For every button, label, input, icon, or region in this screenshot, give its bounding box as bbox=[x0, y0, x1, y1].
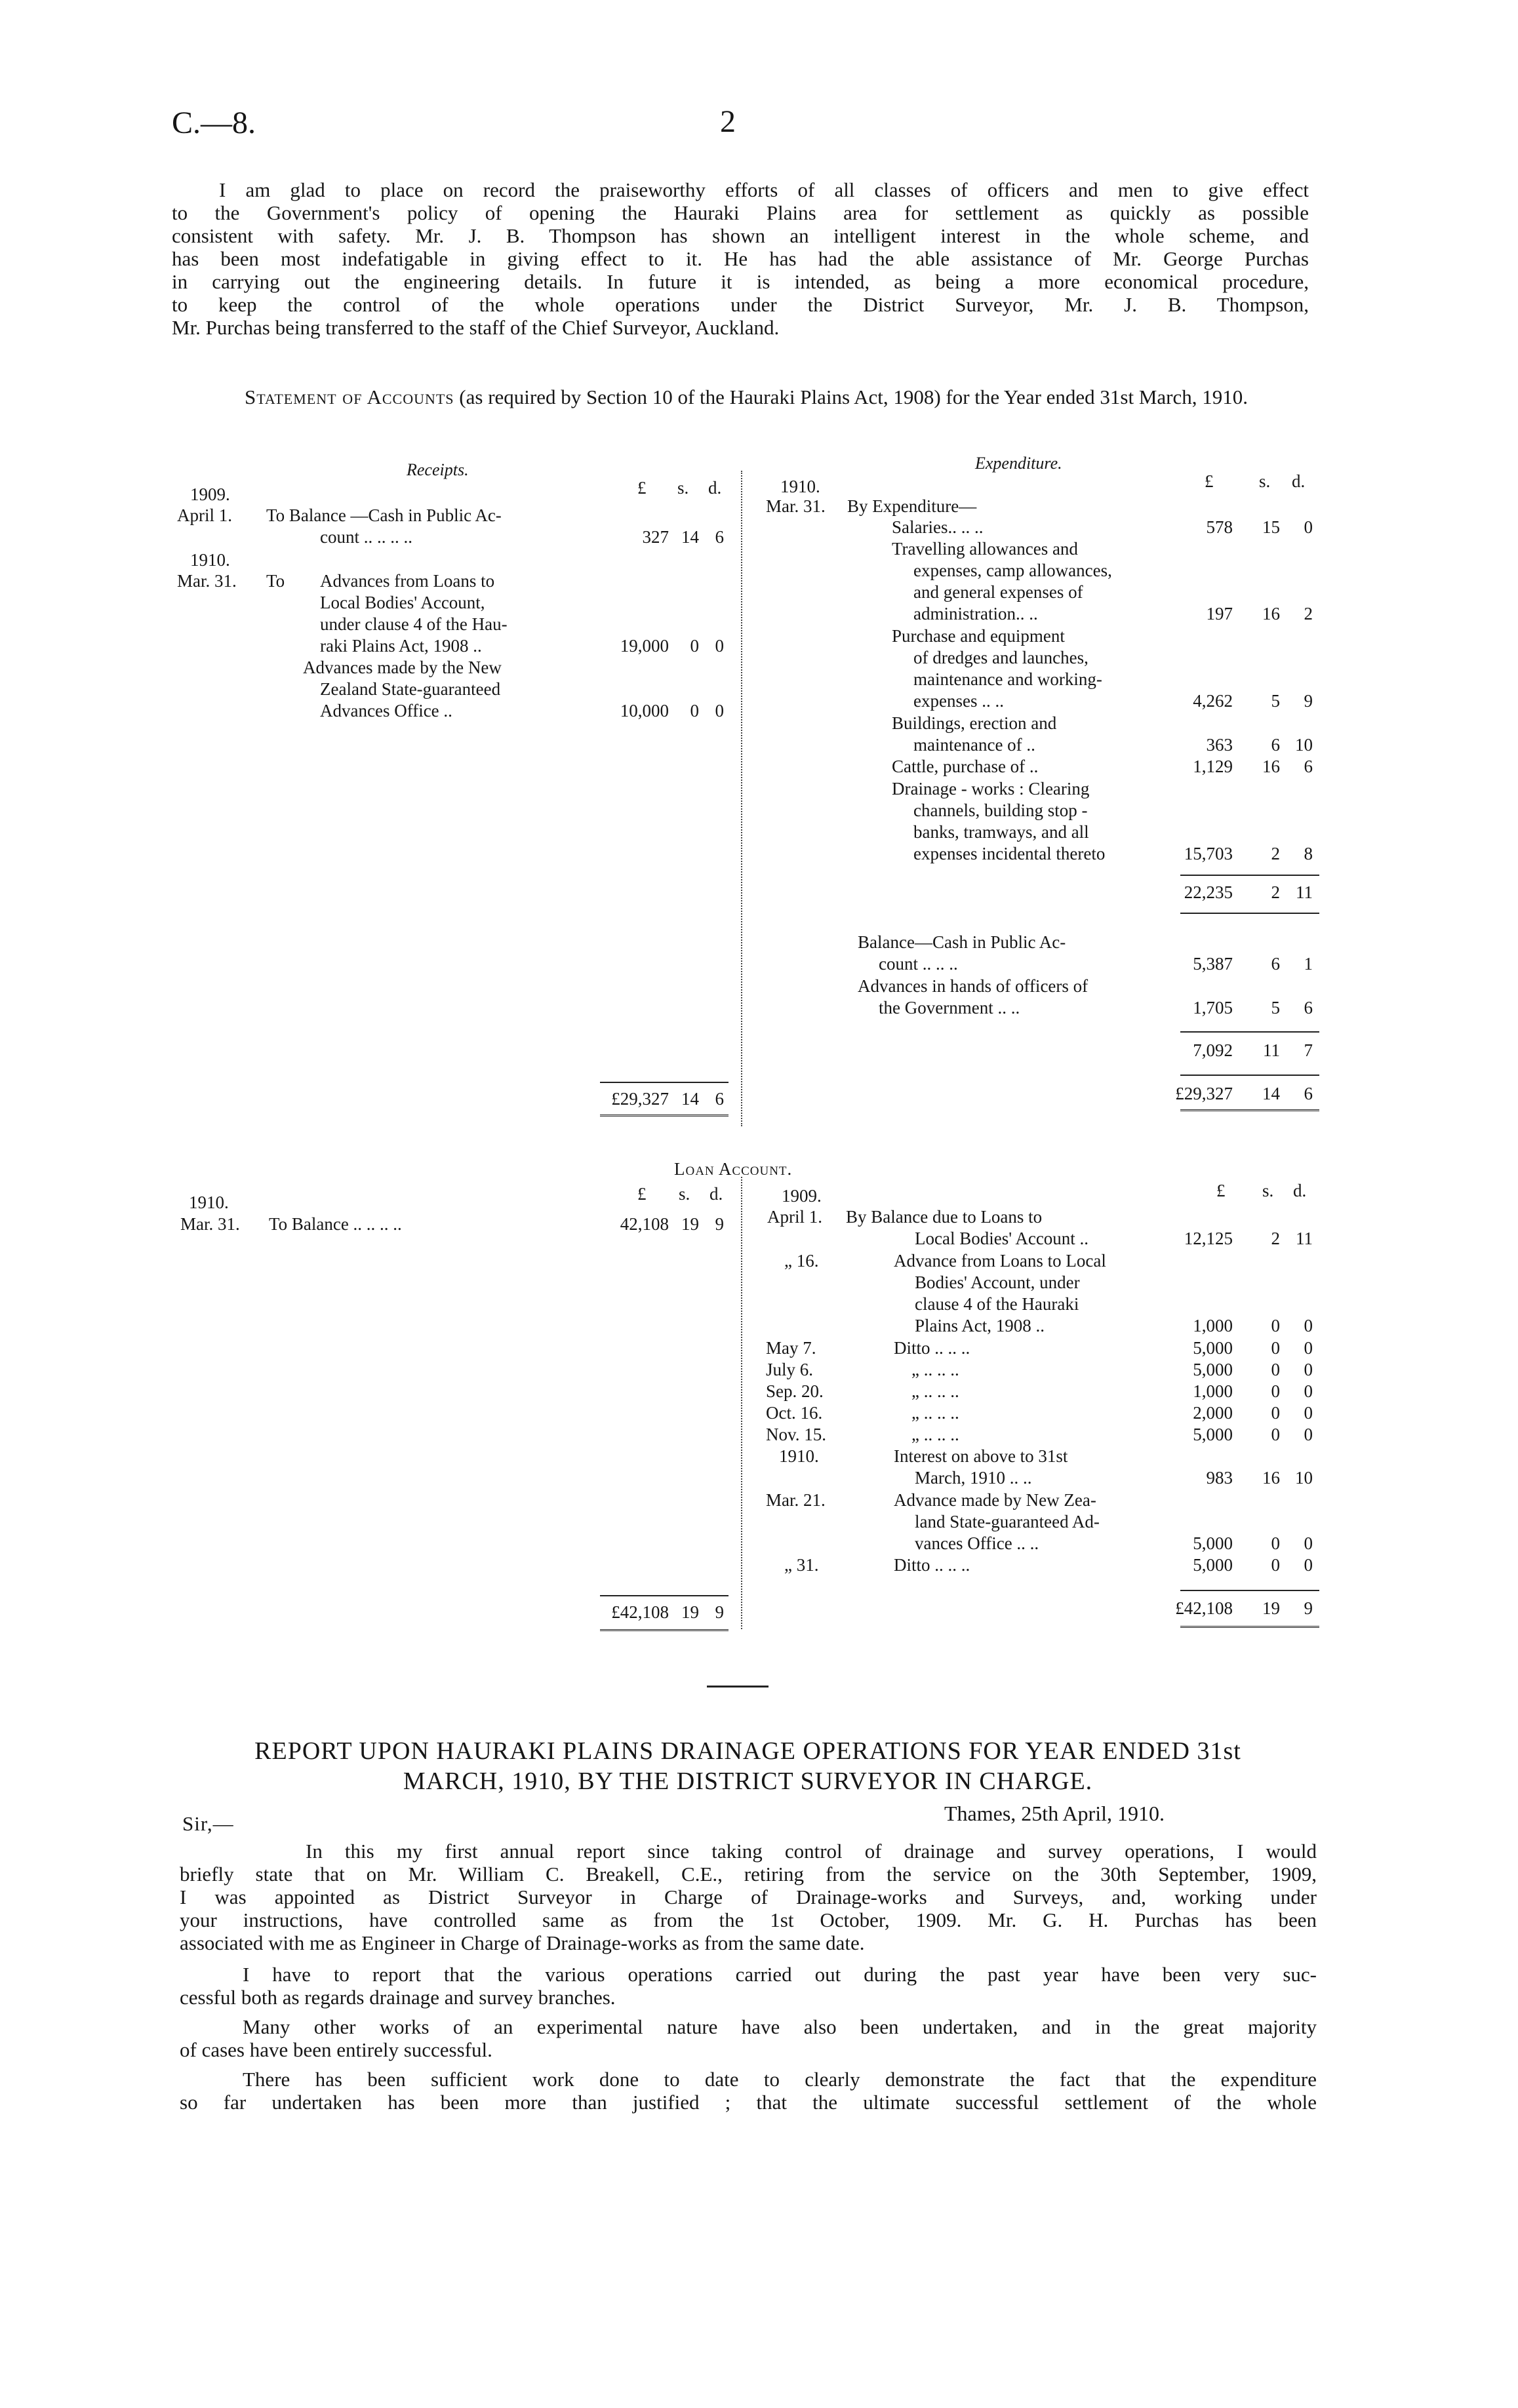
loan-right-date: July 6. bbox=[766, 1360, 814, 1379]
loan-right-date: Nov. 15. bbox=[766, 1425, 826, 1444]
loan-right-amount: 0 bbox=[1271, 1425, 1280, 1444]
col-pounds: £ bbox=[1205, 471, 1214, 491]
loan-right-amount: 1,000 bbox=[1193, 1381, 1233, 1401]
receipts-date: April 1. bbox=[177, 505, 232, 525]
col-shillings: s. bbox=[1259, 471, 1271, 491]
expenditure-text: Travelling allowances and bbox=[892, 539, 1078, 559]
loan-right-text: Plains Act, 1908 .. bbox=[915, 1316, 1045, 1335]
intro-line: to keep the control of the whole operations under the District Surveyor, Mr. J. B. Thompson, bbox=[172, 293, 1309, 316]
expenditure-amount: 2 bbox=[1304, 604, 1313, 623]
statement-title-caps: Statement of Accounts bbox=[244, 385, 454, 408]
expenditure-amount: 578 bbox=[1206, 517, 1233, 537]
expenditure-text: Buildings, erection and bbox=[892, 713, 1057, 733]
loan-right-amount: 0 bbox=[1271, 1533, 1280, 1553]
expenditure-amount: 6 bbox=[1304, 998, 1313, 1017]
loan-right-total: 19 bbox=[1262, 1598, 1280, 1618]
intro-line: has been most indefatigable in giving effect to it. He has had the able assistance of Mr. George Purchas bbox=[172, 247, 1309, 270]
expenditure-subtotal: 22,235 bbox=[1184, 882, 1233, 902]
expenditure-amount: 9 bbox=[1304, 691, 1313, 711]
loan-right-amount: 0 bbox=[1304, 1338, 1313, 1358]
loan-right-amount: 12,125 bbox=[1184, 1229, 1233, 1248]
expenditure-date: Mar. 31. bbox=[766, 496, 826, 516]
receipts-year-1910: 1910. bbox=[190, 550, 230, 570]
loan-left-total: £42,108 bbox=[611, 1602, 669, 1622]
loan-right-amount: 0 bbox=[1304, 1360, 1313, 1379]
col-shillings: s. bbox=[679, 1184, 690, 1204]
page-identifier: C.—8. bbox=[172, 106, 256, 140]
receipts-text: To bbox=[266, 571, 285, 591]
loan-right-text: „ .. .. .. bbox=[911, 1381, 959, 1401]
receipts-total: 6 bbox=[715, 1089, 724, 1109]
expenditure-amount: 363 bbox=[1206, 735, 1233, 755]
total-rule bbox=[600, 1595, 729, 1596]
expenditure-text: channels, building stop - bbox=[913, 800, 1088, 820]
section-separator bbox=[707, 1686, 769, 1688]
loan-right-text: March, 1910 .. .. bbox=[915, 1468, 1032, 1488]
report-line: Many other works of an experimental nature have also been undertaken, and in the great majority bbox=[243, 2015, 1317, 2038]
expenditure-subtotal: 7,092 bbox=[1193, 1040, 1233, 1060]
report-paragraph bbox=[180, 2015, 1317, 2061]
report-paragraph bbox=[180, 1840, 1317, 1954]
expenditure-amount: 8 bbox=[1304, 844, 1313, 863]
report-line: cessful both as regards drainage and survey branches. bbox=[180, 1986, 616, 2009]
col-pounds: £ bbox=[637, 1184, 647, 1204]
total-rule bbox=[600, 1082, 729, 1083]
expenditure-text: of dredges and launches, bbox=[913, 648, 1089, 667]
loan-right-date: April 1. bbox=[767, 1207, 822, 1227]
loan-right-text: clause 4 of the Hauraki bbox=[915, 1294, 1079, 1314]
report-line: so far undertaken has been more than justified ; that the ultimate successful settlement of the whole bbox=[180, 2091, 1317, 2114]
report-line: There has been sufficient work done to date to clearly demonstrate the fact that the expenditure bbox=[243, 2068, 1317, 2091]
expenditure-text: banks, tramways, and all bbox=[913, 822, 1089, 842]
subtotal-rule bbox=[1180, 913, 1319, 914]
loan-right-amount: 2,000 bbox=[1193, 1403, 1233, 1423]
loan-right-amount: 0 bbox=[1304, 1555, 1313, 1575]
expenditure-amount: 197 bbox=[1206, 604, 1233, 623]
loan-right-amount: 5,000 bbox=[1193, 1360, 1233, 1379]
loan-right-date: Oct. 16. bbox=[766, 1403, 823, 1423]
loan-right-text: „ .. .. .. bbox=[911, 1425, 959, 1444]
expenditure-amount: 1 bbox=[1304, 954, 1313, 974]
receipts-heading: Receipts. bbox=[407, 460, 469, 479]
col-pence: d. bbox=[1292, 471, 1306, 491]
expenditure-amount: 1,705 bbox=[1193, 998, 1233, 1017]
loan-right-amount: 5,000 bbox=[1193, 1555, 1233, 1575]
receipts-amount: 0 bbox=[715, 701, 724, 720]
loan-right-date: May 7. bbox=[766, 1338, 816, 1358]
expenditure-amount: 4,262 bbox=[1193, 691, 1233, 711]
expenditure-amount: 15 bbox=[1262, 517, 1280, 537]
loan-right-amount: 0 bbox=[1304, 1403, 1313, 1423]
loan-right-date: „ 31. bbox=[784, 1555, 819, 1575]
expenditure-amount: 5 bbox=[1271, 998, 1280, 1017]
expenditure-total: 6 bbox=[1304, 1084, 1313, 1103]
loan-left-total: 19 bbox=[681, 1602, 699, 1622]
expenditure-amount: 0 bbox=[1304, 517, 1313, 537]
loan-right-amount: 10 bbox=[1295, 1468, 1313, 1488]
loan-right-total: 9 bbox=[1304, 1598, 1313, 1618]
expenditure-amount: 6 bbox=[1271, 954, 1280, 974]
receipts-text: Advances from Loans to bbox=[320, 571, 495, 591]
loan-right-amount: 0 bbox=[1271, 1381, 1280, 1401]
loan-right-text: vances Office .. .. bbox=[915, 1533, 1039, 1553]
report-line: I have to report that the various operations carried out during the past year have been very suc- bbox=[243, 1963, 1317, 1986]
salutation: Sir,— bbox=[182, 1812, 234, 1835]
loan-right-text: „ .. .. .. bbox=[911, 1360, 959, 1379]
loan-right-amount: 11 bbox=[1296, 1229, 1313, 1248]
loan-right-text: Interest on above to 31st bbox=[894, 1446, 1068, 1466]
receipts-amount: 0 bbox=[690, 636, 699, 656]
double-rule bbox=[1180, 1626, 1319, 1632]
loan-right-amount: 0 bbox=[1271, 1555, 1280, 1575]
loan-right-amount: 983 bbox=[1206, 1468, 1233, 1488]
col-shillings: s. bbox=[1262, 1181, 1274, 1200]
loan-left-total: 9 bbox=[715, 1602, 724, 1622]
expenditure-text: and general expenses of bbox=[913, 582, 1083, 602]
report-title bbox=[182, 1736, 1313, 1796]
expenditure-amount: 10 bbox=[1295, 735, 1313, 755]
receipts-amount: 19,000 bbox=[620, 636, 669, 656]
expenditure-text: By Expenditure— bbox=[847, 496, 977, 516]
expenditure-amount: 5 bbox=[1271, 691, 1280, 711]
col-pence: d. bbox=[708, 478, 722, 498]
double-rule bbox=[600, 1629, 729, 1635]
expenditure-heading: Expenditure. bbox=[975, 454, 1062, 473]
loan-right-text: Ditto .. .. .. bbox=[894, 1338, 970, 1358]
expenditure-text: Balance—Cash in Public Ac- bbox=[858, 932, 1066, 952]
receipts-text: Advances Office .. bbox=[320, 701, 452, 720]
loan-right-text: Advance made by New Zea- bbox=[894, 1490, 1096, 1510]
receipts-text: count .. .. .. .. bbox=[320, 527, 412, 547]
report-paragraph bbox=[180, 1963, 1317, 2009]
receipts-amount: 10,000 bbox=[620, 701, 669, 720]
loan-right-amount: 2 bbox=[1271, 1229, 1280, 1248]
loan-right-amount: 0 bbox=[1271, 1360, 1280, 1379]
expenditure-amount: 1,129 bbox=[1193, 757, 1233, 776]
expenditure-amount: 6 bbox=[1304, 757, 1313, 776]
expenditure-subtotal: 11 bbox=[1296, 882, 1313, 902]
loan-right-date: Sep. 20. bbox=[766, 1381, 824, 1401]
expenditure-text: Salaries.. .. .. bbox=[892, 517, 984, 537]
expenditure-amount: 15,703 bbox=[1184, 844, 1233, 863]
expenditure-text: Drainage - works : Clearing bbox=[892, 779, 1090, 799]
receipts-amount: 327 bbox=[642, 527, 669, 547]
loan-right-text: land State-guaranteed Ad- bbox=[915, 1512, 1100, 1531]
loan-right-amount: 5,000 bbox=[1193, 1533, 1233, 1553]
loan-left-year: 1910. bbox=[189, 1193, 229, 1212]
expenditure-text: expenses .. .. bbox=[913, 691, 1004, 711]
expenditure-text: maintenance of .. bbox=[913, 735, 1035, 755]
report-line: In this my first annual report since taking control of drainage and survey operations, I would bbox=[306, 1840, 1317, 1863]
loan-right-text: By Balance due to Loans to bbox=[846, 1207, 1043, 1227]
receipts-total: £29,327 bbox=[611, 1089, 669, 1109]
loan-right-amount: 0 bbox=[1304, 1316, 1313, 1335]
loan-right-text: „ .. .. .. bbox=[911, 1403, 959, 1423]
statement-title bbox=[177, 385, 1315, 409]
loan-right-total: £42,108 bbox=[1175, 1598, 1233, 1618]
intro-line: in carrying out the engineering details. In future it is intended, as being a more economical procedure, bbox=[172, 270, 1309, 293]
loan-right-amount: 16 bbox=[1262, 1468, 1280, 1488]
loan-right-year: 1909. bbox=[782, 1186, 822, 1206]
expenditure-text: count .. .. .. bbox=[879, 954, 958, 974]
loan-right-text: Local Bodies' Account .. bbox=[915, 1229, 1089, 1248]
loan-left-amount: 9 bbox=[715, 1214, 724, 1234]
expenditure-total: 14 bbox=[1262, 1084, 1280, 1103]
intro-paragraph bbox=[172, 178, 1309, 339]
receipts-amount: 14 bbox=[681, 527, 699, 547]
total-rule bbox=[1180, 1590, 1319, 1591]
loan-left-amount: 19 bbox=[681, 1214, 699, 1234]
expenditure-text: Purchase and equipment bbox=[892, 626, 1065, 646]
loan-right-amount: 0 bbox=[1304, 1533, 1313, 1553]
loan-left-amount: 42,108 bbox=[620, 1214, 669, 1234]
statement-title-rest: (as required by Section 10 of the Hauraki Plains Act, 1908) for the Year ended 31st March, 1910. bbox=[459, 385, 1248, 408]
page-number: 2 bbox=[720, 104, 736, 139]
loan-right-year-1910: 1910. bbox=[779, 1446, 819, 1466]
loan-right-text: Bodies' Account, under bbox=[915, 1273, 1080, 1292]
receipts-date: Mar. 31. bbox=[177, 571, 237, 591]
expenditure-amount: 5,387 bbox=[1193, 954, 1233, 974]
double-rule bbox=[1180, 1109, 1319, 1115]
expenditure-subtotal: 7 bbox=[1304, 1040, 1313, 1060]
expenditure-subtotal: 11 bbox=[1263, 1040, 1280, 1060]
receipts-total: 14 bbox=[681, 1089, 699, 1109]
receipts-amount: 0 bbox=[715, 636, 724, 656]
col-pounds: £ bbox=[637, 478, 647, 498]
loan-right-amount: 0 bbox=[1304, 1381, 1313, 1401]
col-pounds: £ bbox=[1216, 1181, 1226, 1200]
col-pence: d. bbox=[1293, 1181, 1307, 1200]
expenditure-subtotal: 2 bbox=[1271, 882, 1280, 902]
loan-right-amount: 5,000 bbox=[1193, 1338, 1233, 1358]
loan-right-date: „ 16. bbox=[784, 1251, 819, 1271]
loan-right-date: Mar. 21. bbox=[766, 1490, 826, 1510]
report-line: briefly state that on Mr. William C. Breakell, C.E., retiring from the service on the 30th September, 1909, bbox=[180, 1863, 1317, 1885]
loan-right-amount: 0 bbox=[1271, 1316, 1280, 1335]
total-rule bbox=[1180, 1075, 1319, 1076]
receipts-text: Advances made by the New bbox=[303, 658, 502, 677]
report-line: of cases have been entirely successful. bbox=[180, 2038, 492, 2061]
receipts-text: Zealand State-guaranteed bbox=[320, 679, 501, 699]
loan-account-title: Loan Account. bbox=[674, 1159, 793, 1179]
receipts-amount: 6 bbox=[715, 527, 724, 547]
col-shillings: s. bbox=[677, 478, 689, 498]
loan-left-date: Mar. 31. bbox=[180, 1214, 240, 1234]
column-divider bbox=[741, 471, 742, 1126]
receipts-text: raki Plains Act, 1908 .. bbox=[320, 636, 482, 656]
subtotal-rule bbox=[1180, 875, 1319, 876]
column-divider bbox=[741, 1177, 742, 1629]
expenditure-text: expenses incidental thereto bbox=[913, 844, 1106, 863]
receipts-amount: 0 bbox=[690, 701, 699, 720]
expenditure-text: the Government .. .. bbox=[879, 998, 1020, 1017]
intro-line: I am glad to place on record the praiseworthy efforts of all classes of officers and men to give effect bbox=[219, 178, 1309, 201]
expenditure-text: expenses, camp allowances, bbox=[913, 561, 1112, 580]
report-title-line: REPORT UPON HAURAKI PLAINS DRAINAGE OPERATIONS FOR YEAR ENDED 31st bbox=[254, 1737, 1241, 1765]
expenditure-amount: 6 bbox=[1271, 735, 1280, 755]
loan-right-amount: 5,000 bbox=[1193, 1425, 1233, 1444]
report-line: your instructions, have controlled same as from the 1st October, 1909. Mr. G. H. Purchas has been bbox=[180, 1908, 1317, 1931]
loan-right-amount: 0 bbox=[1304, 1425, 1313, 1444]
loan-left-text: To Balance .. .. .. .. bbox=[269, 1214, 402, 1234]
receipts-text: To Balance —Cash in Public Ac- bbox=[266, 505, 502, 525]
loan-right-text: Ditto .. .. .. bbox=[894, 1555, 970, 1575]
intro-line: Mr. Purchas being transferred to the staff of the Chief Surveyor, Auckland. bbox=[172, 316, 780, 339]
expenditure-text: Cattle, purchase of .. bbox=[892, 757, 1039, 776]
col-pence: d. bbox=[709, 1184, 723, 1204]
subtotal-rule bbox=[1180, 1031, 1319, 1033]
expenditure-total: £29,327 bbox=[1175, 1084, 1233, 1103]
intro-line: consistent with safety. Mr. J. B. Thompson has shown an intelligent interest in the whole scheme, and bbox=[172, 224, 1309, 247]
expenditure-amount: 16 bbox=[1262, 757, 1280, 776]
loan-right-text: Advance from Loans to Local bbox=[894, 1251, 1106, 1271]
report-title-line: MARCH, 1910, BY THE DISTRICT SURVEYOR IN CHARGE. bbox=[403, 1767, 1093, 1795]
place-date: Thames, 25th April, 1910. bbox=[944, 1802, 1165, 1825]
expenditure-text: administration.. .. bbox=[913, 604, 1038, 623]
loan-right-amount: 0 bbox=[1271, 1338, 1280, 1358]
receipts-text: Local Bodies' Account, bbox=[320, 593, 485, 612]
report-line: I was appointed as District Surveyor in Charge of Drainage-works and Surveys, and, working under bbox=[180, 1885, 1317, 1908]
expenditure-amount: 2 bbox=[1271, 844, 1280, 863]
loan-right-amount: 1,000 bbox=[1193, 1316, 1233, 1335]
expenditure-amount: 16 bbox=[1262, 604, 1280, 623]
expenditure-text: maintenance and working- bbox=[913, 669, 1102, 689]
intro-line: to the Government's policy of opening the Hauraki Plains area for settlement as quickly as possible bbox=[172, 201, 1309, 224]
expenditure-year: 1910. bbox=[780, 477, 820, 496]
report-paragraph bbox=[180, 2068, 1317, 2114]
receipts-year-1909: 1909. bbox=[190, 484, 230, 504]
loan-right-amount: 0 bbox=[1271, 1403, 1280, 1423]
expenditure-text: Advances in hands of officers of bbox=[858, 976, 1089, 996]
receipts-text: under clause 4 of the Hau- bbox=[320, 614, 508, 634]
double-rule bbox=[600, 1115, 729, 1120]
report-line: associated with me as Engineer in Charge of Drainage-works as from the same date. bbox=[180, 1931, 865, 1954]
